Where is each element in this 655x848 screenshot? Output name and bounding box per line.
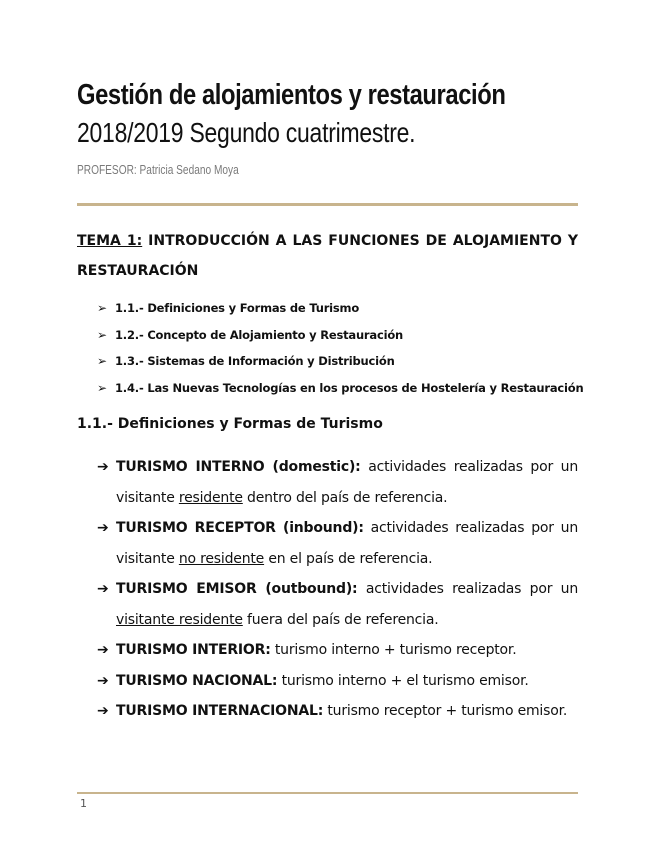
toc-item [97, 378, 587, 405]
arrow-bullet-icon: ➔ [97, 459, 109, 475]
document-title: Gestión de alojamientos y restauración [77, 79, 506, 111]
arrow-bullet-icon: ➔ [97, 672, 109, 689]
toc-item [97, 351, 587, 378]
document-subtitle: 2018/2019 Segundo cuatrimestre. [77, 117, 416, 148]
page-number: 1 [80, 797, 87, 810]
definition-text-end: en el país de referencia. [264, 550, 433, 567]
topic-heading [77, 226, 578, 286]
arrow-bullet-icon: ➔ [97, 642, 109, 658]
definition-item [97, 452, 578, 513]
toc-item [97, 298, 587, 325]
definition-text-end: fuera del país de referencia. [242, 611, 439, 628]
definition-list [97, 452, 578, 727]
definition-text-end: dentro del país de referencia. [242, 489, 448, 506]
toc-item-label: 1.2.- Concepto de Alojamiento y Restauración [115, 327, 404, 342]
toc-item-label: 1.3.- Sistemas de Información y Distribución [115, 354, 395, 368]
definition-text: actividades realizadas por un visitante [116, 520, 578, 567]
toc-item-label: 1.4.- Las Nuevas Tecnologías en los procesos de Hostelería y Restauración [115, 380, 584, 395]
arrowhead-bullet-icon: ➢ [97, 354, 107, 368]
definition-term: TURISMO RECEPTOR (inbound): [116, 520, 364, 536]
definition-item [97, 513, 578, 574]
toc-item [97, 325, 587, 352]
definition-text: actividades realizadas por un [357, 581, 578, 597]
definition-text: turismo interno + turismo receptor. [270, 642, 517, 658]
header-divider [77, 203, 578, 206]
definition-underlined: residente [178, 489, 243, 506]
toc-item-label: 1.1.- Definiciones y Formas de Turismo [115, 301, 360, 315]
definition-term: TURISMO INTERNO (domestic): [116, 459, 361, 475]
definition-item [97, 574, 578, 635]
arrow-bullet-icon: ➔ [97, 703, 109, 719]
arrow-bullet-icon: ➔ [97, 520, 109, 536]
definition-text: turismo interno + el turismo emisor. [277, 672, 529, 689]
definition-item [97, 666, 578, 697]
section-heading: 1.1.- Definiciones y Formas de Turismo [77, 416, 383, 432]
definition-underlined: no residente [178, 550, 265, 567]
arrowhead-bullet-icon: ➢ [97, 301, 107, 315]
footer-divider [77, 792, 578, 794]
arrowhead-bullet-icon: ➢ [97, 380, 107, 395]
definition-text: actividades realizadas por un visitante [116, 459, 579, 506]
definition-text: turismo receptor + turismo emisor. [323, 703, 568, 719]
professor-line: PROFESOR: Patricia Sedano Moya [77, 162, 239, 177]
table-of-contents [97, 298, 587, 404]
definition-item [97, 635, 578, 666]
definition-term: TURISMO INTERNACIONAL: [116, 703, 324, 719]
definition-term: TURISMO EMISOR (outbound): [116, 581, 358, 597]
definition-term: TURISMO NACIONAL: [116, 672, 278, 689]
arrow-bullet-icon: ➔ [97, 581, 109, 597]
arrowhead-bullet-icon: ➢ [97, 327, 107, 342]
topic-label: TEMA 1: [77, 233, 143, 249]
topic-title: INTRODUCCIÓN A LAS FUNCIONES DE ALOJAMIENTO Y RESTAURACIÓN [77, 233, 579, 279]
definition-underlined: visitante residente [116, 611, 243, 628]
definition-item [97, 696, 578, 727]
definition-term: TURISMO INTERIOR: [116, 642, 271, 658]
